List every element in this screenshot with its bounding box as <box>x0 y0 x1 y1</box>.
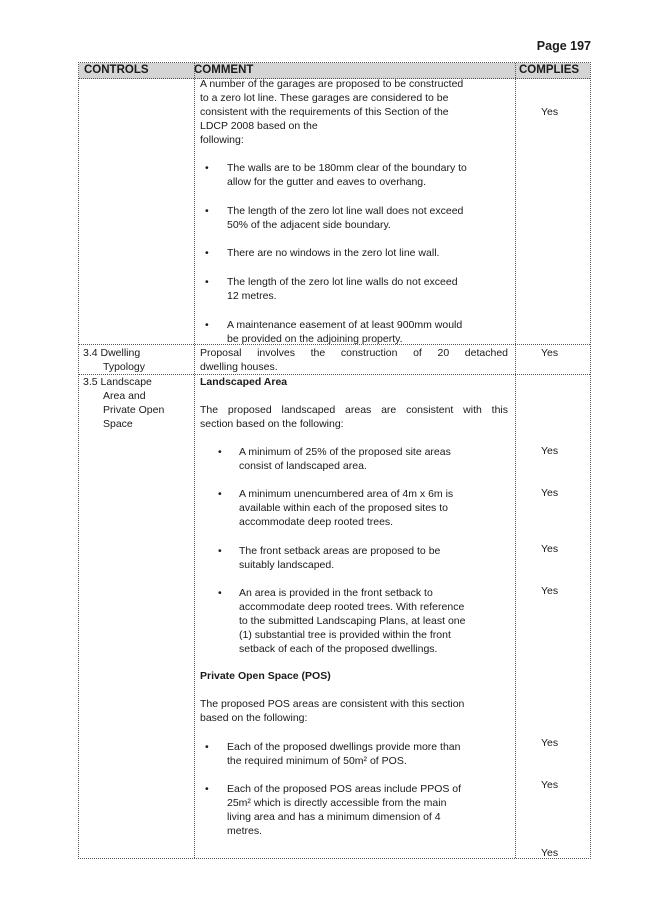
bullet-dot: • <box>205 247 209 259</box>
column-divider <box>194 63 195 858</box>
pos-intro: The proposed POS areas are consistent with this section based on the following: <box>200 698 465 724</box>
list-item: A minimum of 25% of the proposed site areas consist of landscaped area. <box>239 446 451 472</box>
header-controls: CONTROLS <box>84 64 149 76</box>
list-item: Each of the proposed dwellings provide more than the required minimum of 50m² of POS. <box>227 741 461 767</box>
list-item: The front setback areas are proposed to be suitably landscaped. <box>239 545 441 571</box>
control-dwelling-typology: 3.4 Dwelling Typology <box>83 347 146 373</box>
bullet-dot: • <box>218 587 222 599</box>
page-number: Page 197 <box>536 39 591 53</box>
bullet-dot: • <box>205 162 209 174</box>
complies-value: Yes <box>541 487 559 499</box>
controls-table <box>78 62 591 859</box>
dwelling-typology-comment: Proposal involves the construction of 20 detached dwelling houses. <box>200 347 508 373</box>
private-open-space-heading: Private Open Space (POS) <box>200 670 331 682</box>
complies-value: Yes <box>541 445 559 457</box>
list-item: The length of the zero lot line wall does not exceed 50% of the adjacent side boundary. <box>227 205 464 231</box>
complies-value: Yes <box>541 779 559 791</box>
complies-value: Yes <box>541 347 559 359</box>
header-complies: COMPLIES <box>519 64 580 76</box>
complies-value: Yes <box>541 847 559 859</box>
bullet-dot: • <box>218 488 222 500</box>
list-item: There are no windows in the zero lot line wall. <box>227 247 440 259</box>
bullet-dot: • <box>205 205 209 217</box>
landscaped-area-heading: Landscaped Area <box>200 376 288 388</box>
list-item: A maintenance easement of at least 900mm would be provided on the adjoining property. <box>227 319 463 345</box>
complies-value: Yes <box>541 106 559 118</box>
list-item: The length of the zero lot line walls do not exceed 12 metres. <box>227 276 458 302</box>
bullet-dot: • <box>205 276 209 288</box>
bullet-dot: • <box>218 446 222 458</box>
landscaped-area-intro: The proposed landscaped areas are consistent with this section based on the following: <box>200 404 508 430</box>
list-item: The walls are to be 180mm clear of the boundary to allow for the gutter and eaves to overhang. <box>227 162 467 188</box>
header-comment: COMMENT <box>194 64 254 76</box>
list-item: Each of the proposed POS areas include PPOS of 25m² which is directly accessible from the main living area and has a minimum dimension of 4 metres. <box>227 783 462 837</box>
complies-value: Yes <box>541 543 559 555</box>
bullet-dot: • <box>205 741 209 753</box>
complies-value: Yes <box>541 585 559 597</box>
complies-value: Yes <box>541 737 559 749</box>
column-divider <box>515 63 516 858</box>
control-landscape-area: 3.5 Landscape Area and Private Open Space <box>83 376 165 430</box>
zero-lot-intro: A number of the garages are proposed to be constructed to a zero lot line. These garages are considered to be consistent with the requirements of this Section of the LDCP 2008 based on the following: <box>200 78 464 146</box>
bullet-dot: • <box>205 783 209 795</box>
bullet-dot: • <box>205 319 209 331</box>
bullet-dot: • <box>218 545 222 557</box>
list-item: A minimum unencumbered area of 4m x 6m is available within each of the proposed sites to accommodate deep rooted trees. <box>239 488 454 528</box>
list-item: An area is provided in the front setback to accommodate deep rooted trees. With reference to the submitted Landscaping Plans, at least one (1) substantial tree is provided within the front setback of each of the proposed dwellings. <box>239 587 466 655</box>
